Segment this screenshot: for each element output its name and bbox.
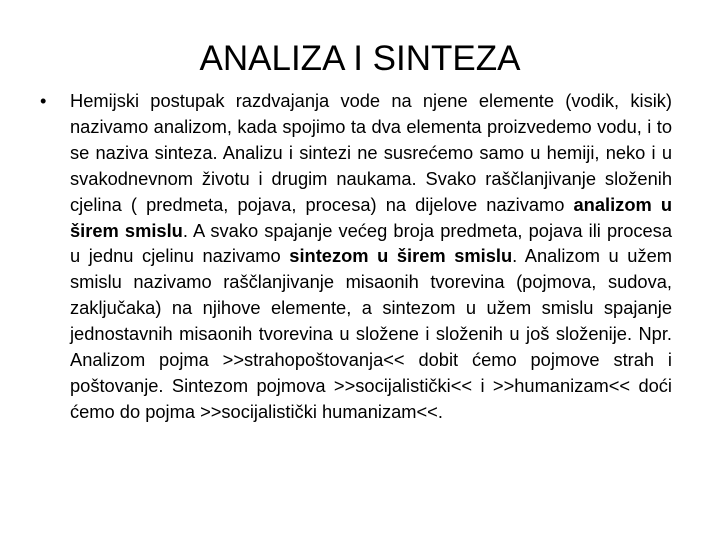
bullet-list [38, 88, 672, 425]
paragraph-text-2: . A svako spajanje većeg broja predmeta, pojava ili procesa u jednu cjelinu nazivamo [70, 219, 672, 267]
bold-synthesis-term: sintezom u širem smislu [289, 245, 513, 267]
bold-analysis-term: analizom u širem smislu [70, 193, 672, 241]
bullet-dot-icon: • [40, 90, 47, 111]
paragraph-text-3: . Analizom u užem smislu nazivamo raščlanjivanje misaonih tvorevina (pojmova, sudova, zaključaka) na njihove elemente, a sintezom u užem smislu spajanje jednostavnih misaonih tvorevina u složene i složenih u još složenije. Npr. Analizom pojma >>strahopoštovanja<< dobit ćemo pojmove strah i poštovanje. Sintezom pojmova >>socijalistički<< i >>humanizam<< doći ćemo do pojma >>socijalistički humanizam<<. [70, 245, 672, 422]
paragraph-text-1: Hemijski postupak razdvajanja vode na njene elemente (vodik, kisik) nazivamo analizom, kada spojimo ta dva elementa proizvedemo vodu, i to se naziva sinteza. Analizu i sintezi ne susrećemo samo u hemiji, neko i u svakodnevnom životu i drugim naukama. Svako raščlanjivanje složenih cjelina ( predmeta, pojava, procesa) na dijelove nazivamo [70, 90, 672, 215]
bullet-paragraph [70, 88, 672, 425]
bullet-item [38, 88, 672, 425]
slide-title: ANALIZA I SINTEZA [199, 39, 521, 78]
